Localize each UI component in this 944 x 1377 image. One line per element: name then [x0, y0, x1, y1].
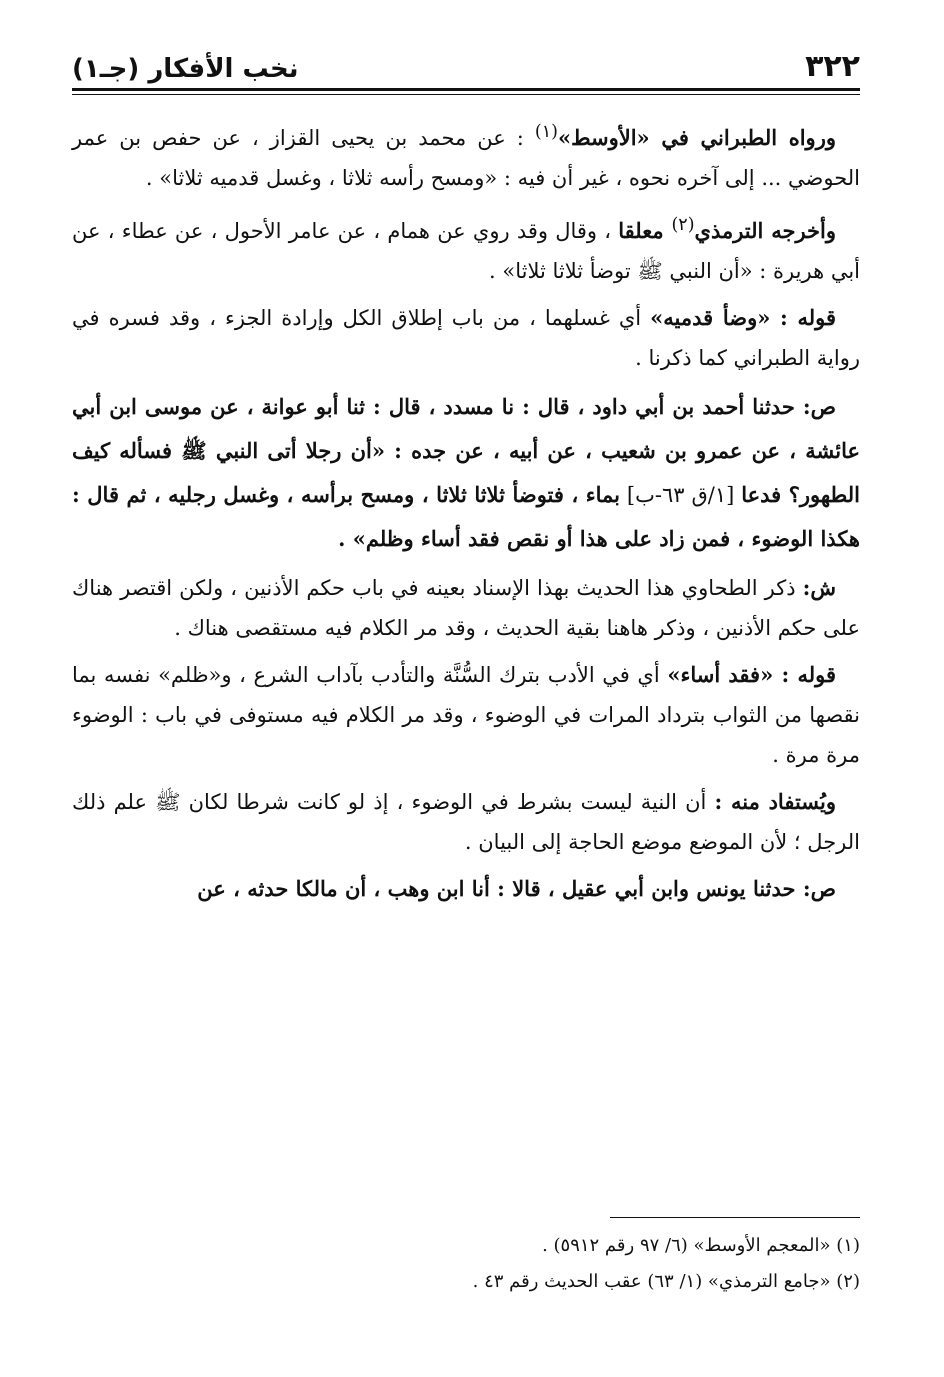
paragraph-text: ذكر الطحاوي هذا الحديث بهذا الإسناد بعينه في باب حكم الأذنين ، ولكن اقتصر هناك على حكم الأذنين ، وذكر هاهنا بقية الحديث ، وقد مر الكلام فيه مستقصى هناك . — [72, 576, 860, 640]
paragraph-lead: قوله : «وضأ قدميه» — [650, 305, 836, 330]
paragraph-text: أي في الأدب بترك السُّنَّة والتأدب بآداب الشرع ، و«ظلم» نفسه بما نقصها من الثواب بترداد المرات في الوضوء ، وقد مر الكلام فيه مستوفى في باب : الوضوء مرة مرة . — [72, 663, 860, 767]
paragraph-lead: ورواه الطبراني في «الأوسط» — [557, 125, 836, 150]
running-title: نخب الأفكار (جـ١) — [72, 54, 299, 84]
page-header — [72, 38, 860, 82]
paragraph-text: : عن محمد بن يحيى القزاز ، عن حفص بن عمر الحوضي ... إلى آخره نحوه ، غير أن فيه : «ومسح رأسه ثلاثا ، وغسل قدميه ثلاثا» . — [72, 126, 860, 190]
footnote: (١) «المعجم الأوسط» (٦/ ٩٧ رقم ٥٩١٢) . — [542, 1235, 860, 1256]
hadith-text: ص: حدثنا أحمد بن أبي داود ، قال : نا مسدد ، قال : ثنا أبو عوانة ، عن موسى ابن أبي عائشة ، عن عمرو بن شعيب ، عن أبيه ، عن جده : «أن رجلا أتى النبي ﷺ فسأله كيف الطهور؟ فدعا — [72, 394, 861, 507]
paragraph-text: ، وقال وقد روي عن همام ، عن عامر الأحول ، عن عطاء ، عن أبي هريرة : «أن النبي ﷺ توضأ ثلاثا ثلاثا» . — [72, 219, 860, 283]
paragraph — [72, 298, 860, 378]
paragraph — [72, 782, 860, 862]
book-page — [72, 0, 860, 1377]
footnote-separator — [610, 1217, 860, 1218]
hadith-paragraph — [72, 869, 860, 909]
paragraph-lead: ويُستفاد منه : — [714, 789, 836, 814]
footnote-marker: (٢) — [671, 215, 695, 235]
paragraph-lead: ش: — [802, 575, 836, 600]
paragraph-text: أن النية ليست بشرط في الوضوء ، إذ لو كانت شرطا لكان ﷺ علم ذلك الرجل ؛ لأن الموضع موضع الحاجة إلى البيان . — [72, 790, 860, 854]
manuscript-reference: [١/ق ٦٣-ب] — [620, 483, 742, 507]
hadith-paragraph — [72, 385, 860, 561]
paragraph — [72, 655, 860, 775]
paragraph — [72, 205, 860, 291]
header-rule-thin — [72, 94, 860, 95]
header-rule-thick — [72, 88, 860, 91]
footnote-marker: (١) — [534, 122, 558, 142]
footnotes — [72, 1228, 860, 1300]
paragraph-lead: قوله : «فقد أساء» — [667, 662, 836, 687]
footnote: (٢) «جامع الترمذي» (١/ ٦٣) عقب الحديث رقم ٤٣ . — [472, 1271, 860, 1292]
paragraph — [72, 112, 860, 198]
paragraph-lead: وأخرجه الترمذي — [694, 218, 837, 243]
hadith-text: ص: حدثنا يونس وابن أبي عقيل ، قالا : أنا ابن وهب ، أن مالكا حدثه ، عن — [197, 876, 836, 901]
main-text — [72, 112, 860, 916]
paragraph-bold: معلقا — [618, 218, 672, 243]
paragraph-text: أي غسلهما ، من باب إطلاق الكل وإرادة الجزء ، وقد فسره في رواية الطبراني كما ذكرنا . — [72, 306, 860, 370]
hadith-text: بماء ، فتوضأ ثلاثا ثلاثا ، ومسح برأسه ، وغسل رجليه ، ثم قال : هكذا الوضوء ، فمن زاد على هذا أو نقص فقد أساء وظلم» . — [72, 482, 860, 551]
paragraph — [72, 568, 860, 648]
page-number: ٣٢٢ — [805, 49, 860, 84]
